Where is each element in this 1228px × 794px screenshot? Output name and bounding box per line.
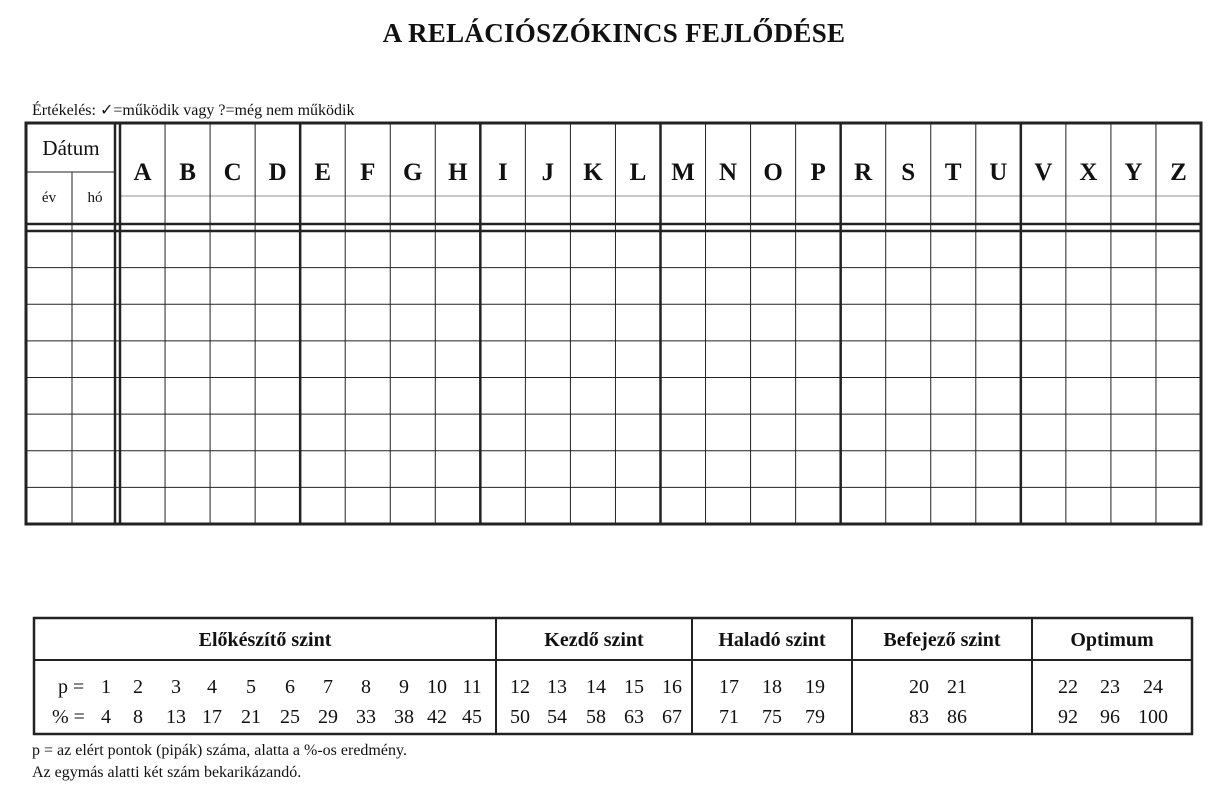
letter-header-e: E [314, 159, 332, 186]
pct-value: 8 [133, 706, 143, 728]
pct-value: 54 [547, 706, 567, 728]
p-value: 15 [624, 676, 644, 698]
year-label: év [41, 189, 57, 206]
pct-value: 33 [356, 706, 376, 728]
p-value: 1 [101, 676, 111, 698]
evaluation-legend: Értékelés: ✓=működik vagy ?=még nem működik [32, 102, 355, 119]
letter-header-t: T [944, 159, 962, 186]
p-value: 5 [246, 676, 256, 698]
p-value: 18 [762, 676, 782, 698]
letter-header-f: F [360, 159, 376, 186]
p-value: 21 [947, 676, 967, 698]
p-value: 2 [133, 676, 143, 698]
letter-header-s: S [901, 159, 916, 186]
level-final: Befejező szint [883, 628, 1001, 651]
p-value: 16 [662, 676, 682, 698]
pct-value: 92 [1058, 706, 1078, 728]
p-value: 17 [719, 676, 739, 698]
footnote-circle: Az egymás alatti két szám bekarikázandó. [32, 764, 302, 781]
letter-header-l: L [629, 159, 647, 186]
p-value: 6 [285, 676, 295, 698]
pct-value: 75 [762, 706, 782, 728]
pct-value: 79 [805, 706, 825, 728]
pct-value: 29 [318, 706, 338, 728]
p-value: 19 [805, 676, 825, 698]
pct-value: 17 [202, 706, 222, 728]
month-label: hó [87, 189, 103, 206]
letter-header-p: P [810, 159, 826, 186]
pct-value: 83 [909, 706, 929, 728]
p-value: 10 [427, 676, 447, 698]
letter-header-b: B [179, 159, 196, 186]
pct-value: 13 [166, 706, 186, 728]
pct-value: 45 [462, 706, 482, 728]
p-value: 14 [586, 676, 606, 698]
letter-header-r: R [854, 159, 873, 186]
p-value: 24 [1143, 676, 1163, 698]
letter-header-h: H [448, 159, 468, 186]
letter-header-g: G [403, 159, 423, 186]
pct-row-prefix: % = [52, 706, 85, 728]
pct-value: 42 [427, 706, 447, 728]
p-value: 12 [510, 676, 530, 698]
p-value: 7 [323, 676, 333, 698]
p-value: 23 [1100, 676, 1120, 698]
date-header-label: Dátum [42, 135, 100, 160]
pct-value: 50 [510, 706, 530, 728]
letter-header-u: U [989, 159, 1008, 186]
letter-header-c: C [223, 159, 242, 186]
p-value: 22 [1058, 676, 1078, 698]
letter-header-k: K [583, 159, 603, 186]
pct-value: 86 [947, 706, 967, 728]
letter-header-i: I [497, 159, 508, 186]
p-row-prefix: p = [58, 676, 85, 698]
p-value: 11 [462, 676, 482, 698]
letter-header-m: M [671, 159, 695, 186]
pct-value: 71 [719, 706, 739, 728]
pct-value: 38 [394, 706, 414, 728]
p-value: 13 [547, 676, 567, 698]
level-advanced: Haladó szint [718, 628, 826, 651]
level-optimum: Optimum [1070, 628, 1154, 651]
p-value: 8 [361, 676, 371, 698]
page-title: A RELÁCIÓSZÓKINCS FEJLŐDÉSE [382, 18, 846, 48]
pct-value: 21 [241, 706, 261, 728]
pct-value: 25 [280, 706, 300, 728]
footnote-points: p = az elért pontok (pipák) száma, alatta a %-os eredmény. [32, 742, 407, 759]
pct-value: 58 [586, 706, 606, 728]
letter-header-v: V [1034, 159, 1053, 186]
letter-header-a: A [133, 159, 152, 186]
pct-value: 67 [662, 706, 682, 728]
p-value: 9 [399, 676, 409, 698]
letter-header-x: X [1079, 159, 1098, 186]
p-value: 20 [909, 676, 929, 698]
p-value: 3 [171, 676, 181, 698]
letter-header-z: Z [1170, 159, 1187, 186]
letter-header-y: Y [1124, 159, 1143, 186]
letter-header-d: D [268, 159, 287, 186]
level-preparatory: Előkészítő szint [198, 628, 332, 651]
pct-value: 96 [1100, 706, 1120, 728]
pct-value: 63 [624, 706, 644, 728]
letter-header-n: N [719, 159, 738, 186]
p-value: 4 [207, 676, 217, 698]
pct-value: 100 [1138, 706, 1168, 728]
level-beginner: Kezdő szint [544, 628, 644, 651]
pct-value: 4 [101, 706, 111, 728]
letter-header-j: J [541, 159, 555, 186]
letter-header-o: O [763, 159, 783, 186]
